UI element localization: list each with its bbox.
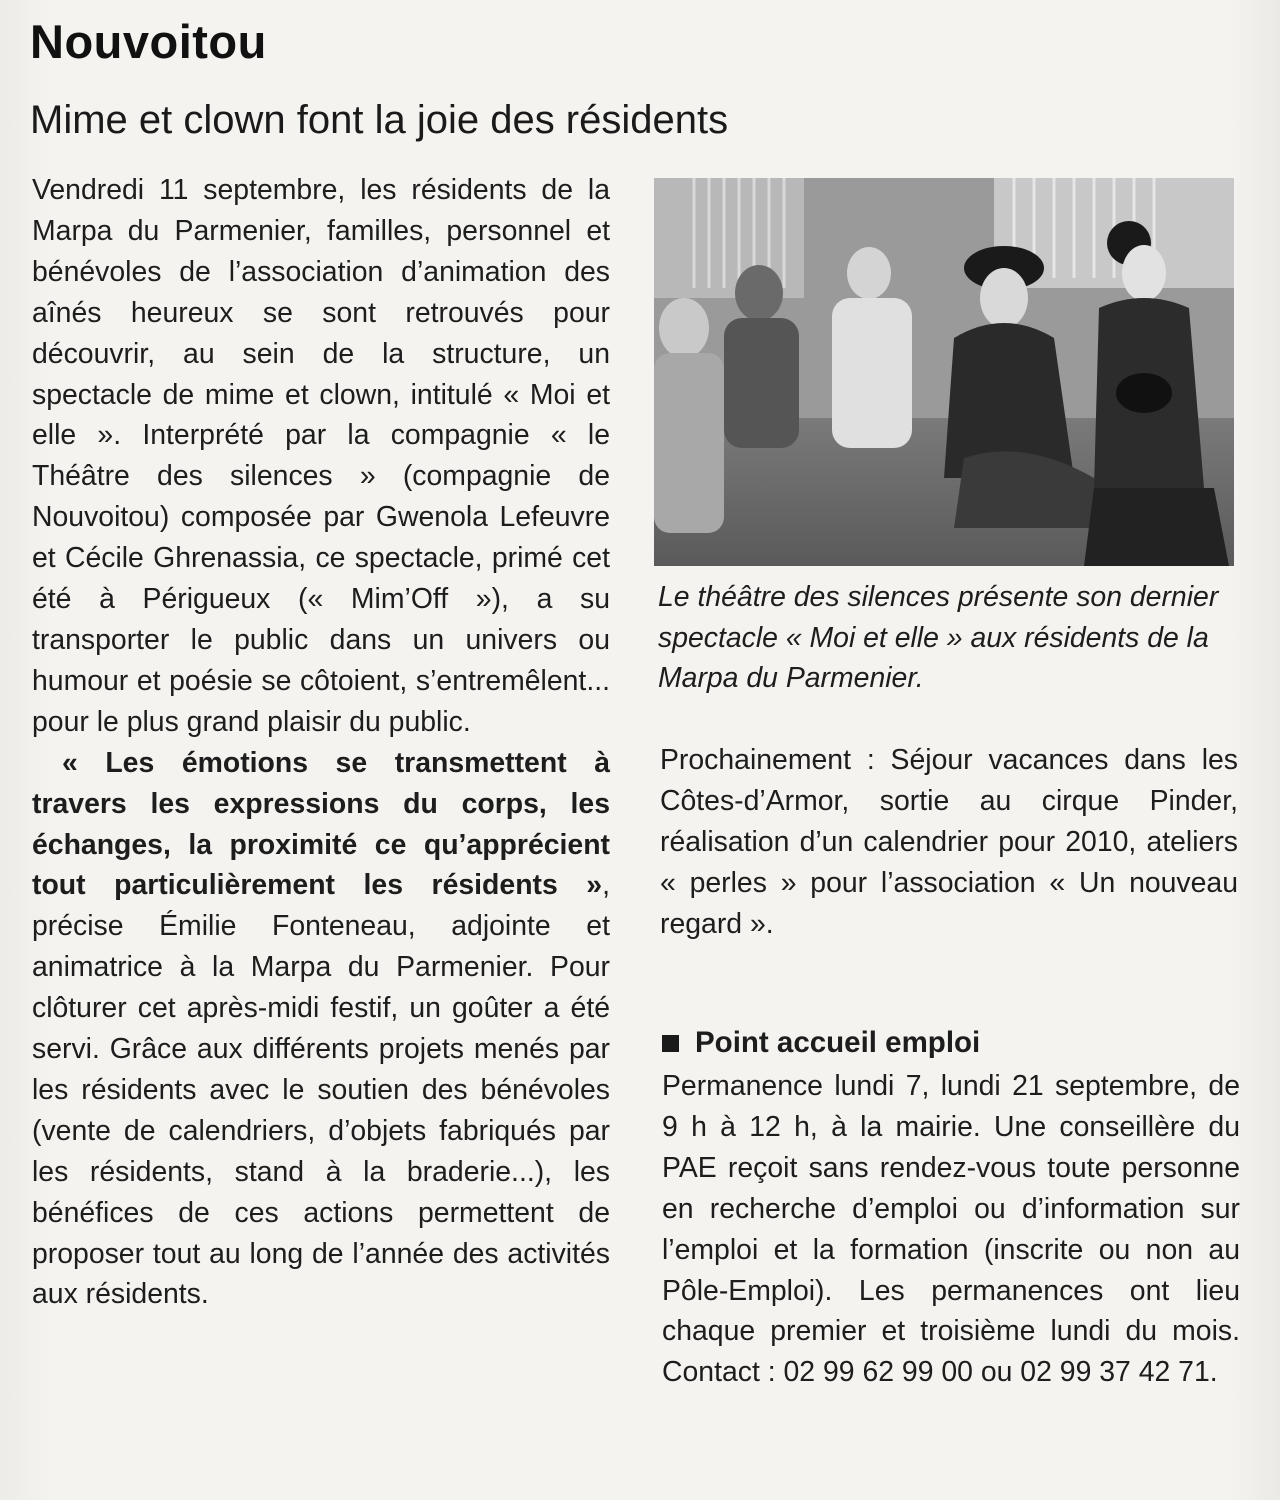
article-paragraph-2 xyxy=(32,743,610,1316)
locality-title: Nouvoitou xyxy=(30,15,267,68)
pae-title: Point accueil emploi xyxy=(695,1026,981,1059)
article-paragraph-2-rest: , précise Émilie Fonteneau, adjointe et animatrice à la Marpa du Parmenier. Pour clôturer cet après-midi festif, un goûter a été servi. Grâce aux différents projets menés par les résidents avec le soutien des bénévoles (vente de calendriers, d’objets fabriqués par les résidents, stand à la braderie...), les bénéfices de ces actions permettent de proposer tout au long de l’année des activités aux résidents. xyxy=(32,869,610,1311)
article-body xyxy=(32,170,610,1315)
article-headline: Mime et clown font la joie des résidents xyxy=(30,98,729,142)
photo-illustration xyxy=(654,178,1234,566)
article-paragraph-1: Vendredi 11 septembre, les résidents de la Marpa du Parmenier, familles, personnel et bénévoles de l’association d’animation des aînés heureux se sont retrouvés pour découvrir, au sein de la structure, un spectacle de mime et clown, intitulé « Moi et elle ». Interprété par la compagnie « le Théâtre des silences » (compagnie de Nouvoitou) composée par Gwenola Lefeuvre et Cécile Ghrenassia, ce spectacle, primé cet été à Périgueux (« Mim’Off »), a su transporter le public dans un univers ou humour et poésie se côtoient, s’entremêlent... pour le plus grand plaisir du public. xyxy=(32,174,610,738)
pae-text: Permanence lundi 7, lundi 21 septembre, de 9 h à 12 h, à la mairie. Une conseillère du PAE reçoit sans rendez-vous toute personne en recherche d’emploi ou d’information sur l’emploi et la formation (inscrite ou non au Pôle-Emploi). Les permanences ont lieu chaque premier et troisième lundi du mois. Contact : 02 99 62 99 00 ou 02 99 37 42 71. xyxy=(662,1070,1240,1389)
article-quote: « Les émotions se transmettent à travers les expressions du corps, les échanges, la proximité ce qu’apprécient tout particulièrement les résidents » xyxy=(32,746,610,902)
photo-caption: Le théâtre des silences présente son dernier spectacle « Moi et elle » aux résidents de la Marpa du Parmenier. xyxy=(658,581,1219,694)
theatre-photo xyxy=(654,178,1234,566)
upcoming-text: Prochainement : Séjour vacances dans les Côtes-d’Armor, sortie au cirque Pinder, réalisation d’un calendrier pour 2010, ateliers « perles » pour l’association « Un nouveau regard ». xyxy=(660,744,1238,940)
square-bullet-icon xyxy=(662,1035,679,1052)
pae-section xyxy=(662,1066,1240,1393)
pae-heading xyxy=(662,1026,1240,1060)
upcoming-section xyxy=(660,740,1238,945)
